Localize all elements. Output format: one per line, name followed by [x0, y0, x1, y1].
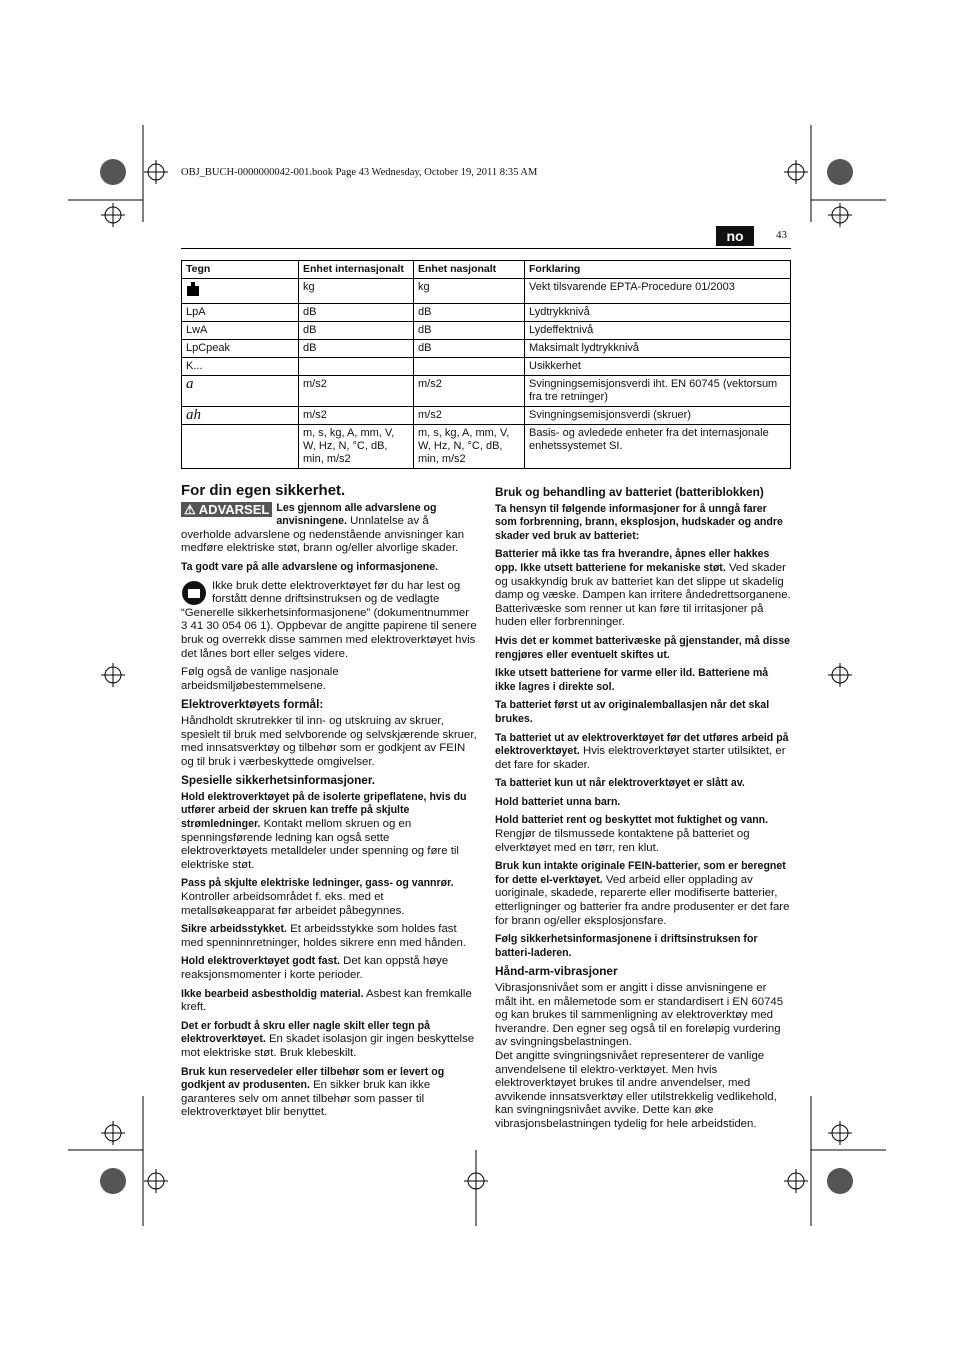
table-header: Tegn [182, 261, 299, 279]
table-row [182, 279, 791, 304]
table-header-row [182, 261, 791, 279]
book-header: OBJ_BUCH-0000000042-001.book Page 43 Wednesday, October 19, 2011 8:35 AM [181, 167, 538, 178]
table-cell: dB [299, 304, 414, 322]
table-header: Forklaring [525, 261, 791, 279]
table-cell: Lydtrykknivå [525, 304, 791, 322]
paragraph: Vibrasjonsnivået som er angitt i disse anvisningene er målt iht. en målemetode som er standardisert i EN 60745 og kan brukes til sammenligning av elektroverktøy med hverandre. Den egner seg også til en foreløpig vurdering av svingningsbelastningen. [495, 982, 784, 1049]
table-row [182, 304, 791, 322]
paragraph: Følg også de vanlige nasjonale arbeidsmiljøbestemmelsene. [181, 666, 339, 692]
page-number: 43 [776, 229, 787, 241]
warning-badge: ⚠ ADVARSEL [181, 502, 272, 518]
table-cell: kg [414, 279, 525, 304]
paragraph: Ta godt vare på alle advarslene og informasjonene. [181, 560, 439, 573]
table-cell: dB [414, 304, 525, 322]
table-cell: m, s, kg, A, mm, V, W, Hz, N, °C, dB, min, m/s2 [414, 425, 525, 469]
table-cell: Svingningsemisjonsverdi iht. EN 60745 (vektorsum fra tre retninger) [525, 376, 791, 407]
table-cell: ah [182, 407, 299, 425]
table-cell: dB [414, 340, 525, 358]
left-column: For din egen sikkerhet. ⚠ ADVARSEL Les gjennom alle advarslene og anvisningene. Unnlatelse av å overholde advarslene og nedenstående anvisninger kan medføre elektriske støt, brann og/eller alvorlige skader. Ta godt vare på alle advarslene og informasjonene. Ikke bruk dette elektroverktøyet før du har lest og forstått denne driftsinstruksen og de vedlagte “Generelle sikkerhetsinformasjonene” (dokumentnummer 3 41 30 054 06 1). Oppbevar de angitte papirene til senere bruk og overrekk disse sammen med elektroverktøyet hvis det lånes bort eller selges videre. Følg også de vanlige nasjonale arbeidsmiljøbestemmelsene. Elektroverktøyets formål: Håndholdt skrutrekker til inn- og utskruing av skruer, spesielt til bruk med selvborende og selvskjærende skruer, med innsatsverktøy og tilbehør som er godkjent av FEIN og til bruk i værbeskyttede omgivelser. Spesielle sikkerhetsinformasjoner. Hold elektroverktøyet på de isolerte gripeflatene, hvis du utfører arbeid der skruen kan treffe på skjulte strømledninger. Kontakt mellom skruen og en spenningsførende ledning kan også sette elektroverktøyets metalldeler under spenning og føre til elektriske støt. Pass på skjulte elektriske ledninger, gass- og vannrør. Kontroller arbeidsområdet f. eks. med et metallsøkeapparat før arbeidet påbegynnes. Sikre arbeidsstykket. Et arbeidsstykke som holdes fast med spenninnretninger, holdes sikrere enn med hånden. Hold elektroverktøyet godt fast. Det kan oppstå høye reaksjonsmomenter i korte perioder. Ikke bearbeid asbestholdig material. Asbest kan fremkalle kreft. Det er forbudt å skru eller nagle skilt eller tegn på elektroverktøyet. En skadet isolasjon gir ingen beskyttelse mot elektriske støt. Bruk klebeskilt. Bruk kun reservedeler eller tilbehør som er levert og godkjent av produsenten. En sikker bruk kan ikke garanteres selv om annet tilbehør som passer til elektroverktøyet blir benyttet. [181, 482, 477, 1119]
weight-icon [182, 279, 299, 304]
read-manual-icon [181, 580, 207, 606]
table-row [182, 407, 791, 425]
table-cell: LpCpeak [182, 340, 299, 358]
table-cell [182, 425, 299, 469]
subheading: Bruk og behandling av batteriet (batteriblokken) [495, 485, 764, 499]
table-cell: m/s2 [414, 376, 525, 407]
table-cell: dB [414, 322, 525, 340]
table-cell: Svingningsemisjonsverdi (skruer) [525, 407, 791, 425]
table-cell: Maksimalt lydtrykknivå [525, 340, 791, 358]
table-row [182, 425, 791, 469]
right-column: Bruk og behandling av batteriet (batteriblokken) Ta hensyn til følgende informasjoner for å unngå farer som forbrenning, brann, eksplosjon, hudskader og andre skader ved bruk av batteriet: Batterier må ikke tas fra hverandre, åpnes eller hakkes opp. Ikke utsett batteriene for mekaniske støt. Ved skader og usakkyndig bruk av batteriet kan det slippe ut skadelig damp og væske. Dampen kan irritere åndedrettsorganene. Batterivæske som renner ut kan føre til irritasjoner på huden eller forbrenninger. Hvis det er kommet batterivæske på gjenstander, må disse rengjøres eller eventuelt skiftes ut. Ikke utsett batteriene for varme eller ild. Batteriene må ikke lagres i direkte sol. Ta batteriet først ut av originalemballasjen når det skal brukes. Ta batteriet ut av elektroverktøyet før det utføres arbeid på elektroverktøyet. Hvis elektroverktøyet starter utilsiktet, er det fare for skader. Ta batteriet kun ut når elektroverktøyet er slått av. Hold batteriet unna barn. Hold batteriet rent og beskyttet mot fuktighet og vann. Rengjør de tilsmussede kontaktene på batteriet og elverktøyet med en tørr, ren klut. Bruk kun intakte originale FEIN-batterier, som er beregnet for dette el-verktøyet. Ved arbeid eller opplading av uoriginale, skadede, reparerte eller modifiserte batterier, etterligninger og batterier fra andre produsenter er det fare for brann og/eller eksplosjonsfare. Følg sikkerhetsinformasjonene i driftsinstruksen for batteri-laderen. Hånd-arm-vibrasjoner Vibrasjonsnivået som er angitt i disse anvisningene er målt iht. en målemetode som er standardisert i EN 60745 og kan brukes til sammenligning av elektroverktøy med hverandre. Den egner seg også til en foreløpig vurdering av svingningsbelastningen. Det angitte svingningsnivået representerer de vanlige anvendelsene til elektro-verktøyet. Men hvis elektroverktøyet brukes til andre anvendelser, med avvikende innsatsverktøy eller utilstrekkelig vedlikehold, kan svingningsnivået avvike. Dette kan øke vibrasjonsbelastningen tydelig for hele arbeidstiden. [495, 485, 791, 1130]
language-badge: no [716, 226, 754, 246]
paragraph: Håndholdt skrutrekker til inn- og utskruing av skruer, spesielt til bruk med selvborende og selvskjærende skruer, med innsatsverktøy og tilbehør som er godkjent av FEIN og til bruk i værbeskyttede omgivelser. [181, 714, 477, 768]
table-cell: m/s2 [414, 407, 525, 425]
table-row [182, 340, 791, 358]
table-cell [299, 358, 414, 376]
table-cell: dB [299, 322, 414, 340]
table-cell: Basis- og avledede enheter fra det internasjonale enhetssystemet SI. [525, 425, 791, 469]
table-cell: m/s2 [299, 407, 414, 425]
table-cell: K... [182, 358, 299, 376]
table-cell: Usikkerhet [525, 358, 791, 376]
table-cell: LwA [182, 322, 299, 340]
table-cell: m/s2 [299, 376, 414, 407]
subheading: Elektroverktøyets formål: [181, 697, 324, 712]
table-cell [414, 358, 525, 376]
table-row [182, 376, 791, 407]
subheading: Hånd-arm-vibrasjoner [495, 964, 618, 979]
symbol-table [181, 260, 791, 469]
table-cell: a [182, 376, 299, 407]
table-header: Enhet internasjonalt [299, 261, 414, 279]
table-header: Enhet nasjonalt [414, 261, 525, 279]
table-cell: Lydeffektnivå [525, 322, 791, 340]
table-cell: kg [299, 279, 414, 304]
table-cell: LpA [182, 304, 299, 322]
table-row [182, 322, 791, 340]
table-cell: dB [299, 340, 414, 358]
paragraph: Det angitte svingningsnivået representerer de vanlige anvendelsene til elektro-verktøyet. Men hvis elektroverktøyet brukes til andre anvendelser, med avvikende innsatsverktøy eller utilstrekkelig vedlikehold, kan svingningsnivået avvike. Dette kan øke vibrasjonsbelastningen tydelig for hele arbeidstiden. [495, 1049, 777, 1130]
section-title: For din egen sikkerhet. [181, 482, 346, 499]
header-rule [181, 248, 791, 249]
table-cell: Vekt tilsvarende EPTA-Procedure 01/2003 [525, 279, 791, 304]
table-row [182, 358, 791, 376]
subheading: Spesielle sikkerhetsinformasjoner. [181, 773, 376, 788]
table-cell: m, s, kg, A, mm, V, W, Hz, N, °C, dB, min, m/s2 [299, 425, 414, 469]
